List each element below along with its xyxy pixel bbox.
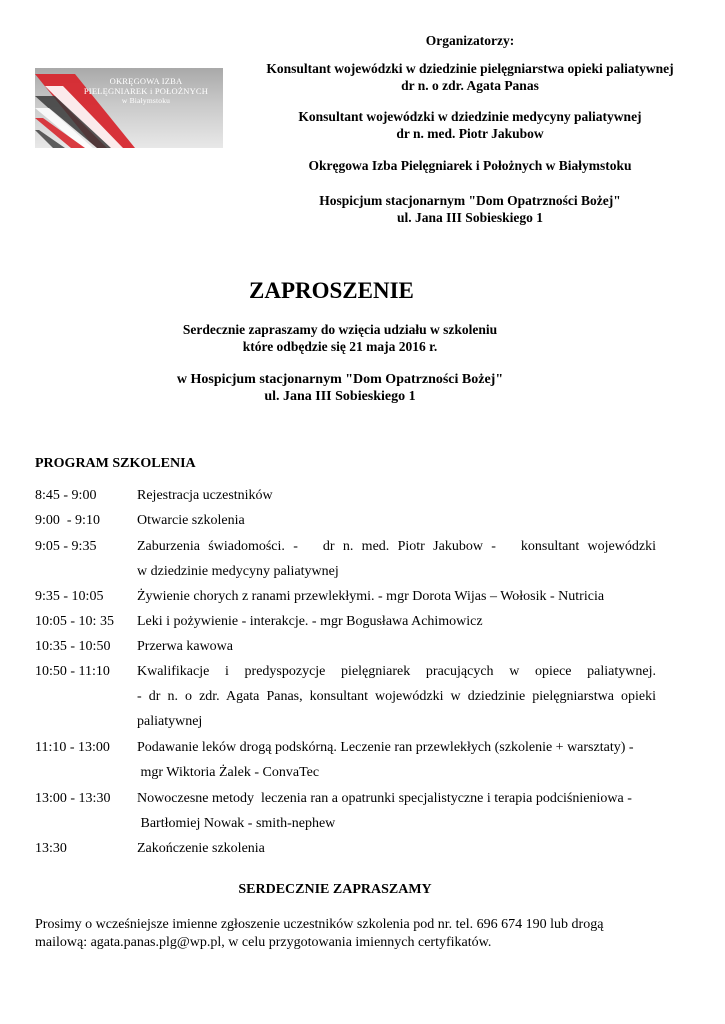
schedule-time: 10:50 - 11:10 — [35, 664, 110, 679]
schedule-row — [35, 786, 656, 836]
organizer-line: dr n. o zdr. Agata Panas — [401, 78, 539, 93]
schedule-item: Rejestracja uczestników — [137, 488, 273, 503]
schedule-time: 9:00 - 9:10 — [35, 513, 100, 528]
schedule-time: 13:00 - 13:30 — [35, 791, 111, 806]
footer-line: Prosimy o wcześniejsze imienne zgłoszenie uczestników szkolenia pod nr. tel. 696 674 190 lub drogą — [35, 917, 604, 932]
schedule-item-continued: Bartłomiej Nowak - smith-nephew — [137, 816, 336, 831]
schedule-row — [35, 659, 656, 734]
schedule-item: Leki i pożywienie - interakcje. - mgr Bogusława Achimowicz — [137, 614, 483, 629]
organizer-line: Konsultant wojewódzki w dziedzinie medycyny paliatywnej — [298, 109, 642, 124]
invitation-venue: w Hospicjum stacjonarnym "Dom Opatrzności Bożej" — [176, 372, 504, 387]
invitation-address: ul. Jana III Sobieskiego 1 — [264, 389, 416, 404]
schedule-item: Zakończenie szkolenia — [137, 841, 265, 856]
schedule-time: 10:35 - 10:50 — [35, 639, 111, 654]
schedule-time: 11:10 - 13:00 — [35, 740, 110, 755]
logo-text-line: OKRĘGOWA IZBA — [109, 76, 183, 86]
organizer-line: Hospicjum stacjonarnym "Dom Opatrzności Bożej" — [319, 193, 621, 208]
invitation-date: które odbędzie się 21 maja 2016 r. — [242, 339, 438, 354]
organizer-line: dr n. med. Piotr Jakubow — [396, 126, 544, 141]
program-heading: PROGRAM SZKOLENIA — [35, 456, 196, 471]
schedule-item: Żywienie chorych z ranami przewlekłymi. - mgr Dorota Wijas – Wołosik - Nutricia — [137, 589, 605, 604]
schedule-item: Nowoczesne metody leczenia ran a opatrunki specjalistyczne i terapia podciśnieniowa - — [137, 791, 632, 806]
footer-line: mailową: agata.panas.plg@wp.pl, w celu przygotowania imiennych certyfikatów. — [35, 935, 492, 950]
schedule-item: Przerwa kawowa — [137, 639, 234, 654]
schedule-item: Kwalifikacje i predyspozycje pielęgniarek pracujących w opiece paliatywnej. — [137, 664, 656, 679]
schedule-time: 13:30 — [35, 841, 67, 856]
schedule-row — [35, 534, 656, 584]
schedule-time: 10:05 - 10: 35 — [35, 614, 114, 629]
invitation-line: Serdecznie zapraszamy do wzięcia udziału w szkoleniu — [182, 322, 498, 337]
schedule-time: 8:45 - 9:00 — [35, 488, 97, 503]
schedule-item-continued: - dr n. o zdr. Agata Panas, konsultant wojewódzki w dziedzinie pielęgniarstwa opieki — [137, 689, 656, 704]
closing-text: SERDECZNIE ZAPRASZAMY — [238, 882, 432, 897]
organizers-heading: Organizatorzy: — [425, 33, 515, 48]
organizer-line: ul. Jana III Sobieskiego 1 — [397, 210, 543, 225]
schedule-item-continued: w dziedzinie medycyny paliatywnej — [137, 564, 339, 579]
footer-note — [35, 916, 603, 952]
schedule-time: 9:05 - 9:35 — [35, 539, 97, 554]
organizer-line: Okręgowa Izba Pielęgniarek i Położnych w Białymstoku — [308, 158, 632, 173]
schedule-item-continued: paliatywnej — [137, 714, 203, 729]
logo-text-line: PIELĘGNIAREK i POŁOŻNYCH — [83, 86, 209, 96]
organizer-line: Konsultant wojewódzki w dziedzinie pielęgniarstwa opieki paliatywnej — [266, 61, 674, 76]
schedule-item-continued: mgr Wiktoria Żalek - ConvaTec — [137, 765, 320, 780]
page-title: ZAPROSZENIE — [249, 278, 414, 303]
schedule-item: Otwarcie szkolenia — [137, 513, 245, 528]
logo-text-line: w Białymstoku — [121, 96, 171, 105]
oipip-logo — [35, 68, 223, 148]
schedule-row — [35, 735, 656, 785]
schedule-time: 9:35 - 10:05 — [35, 589, 104, 604]
schedule-item: Podawanie leków drogą podskórną. Leczenie ran przewlekłych (szkolenie + warsztaty) - — [137, 740, 634, 755]
schedule-item: Zaburzenia świadomości. - dr n. med. Piotr Jakubow - konsultant wojewódzki — [137, 539, 656, 554]
